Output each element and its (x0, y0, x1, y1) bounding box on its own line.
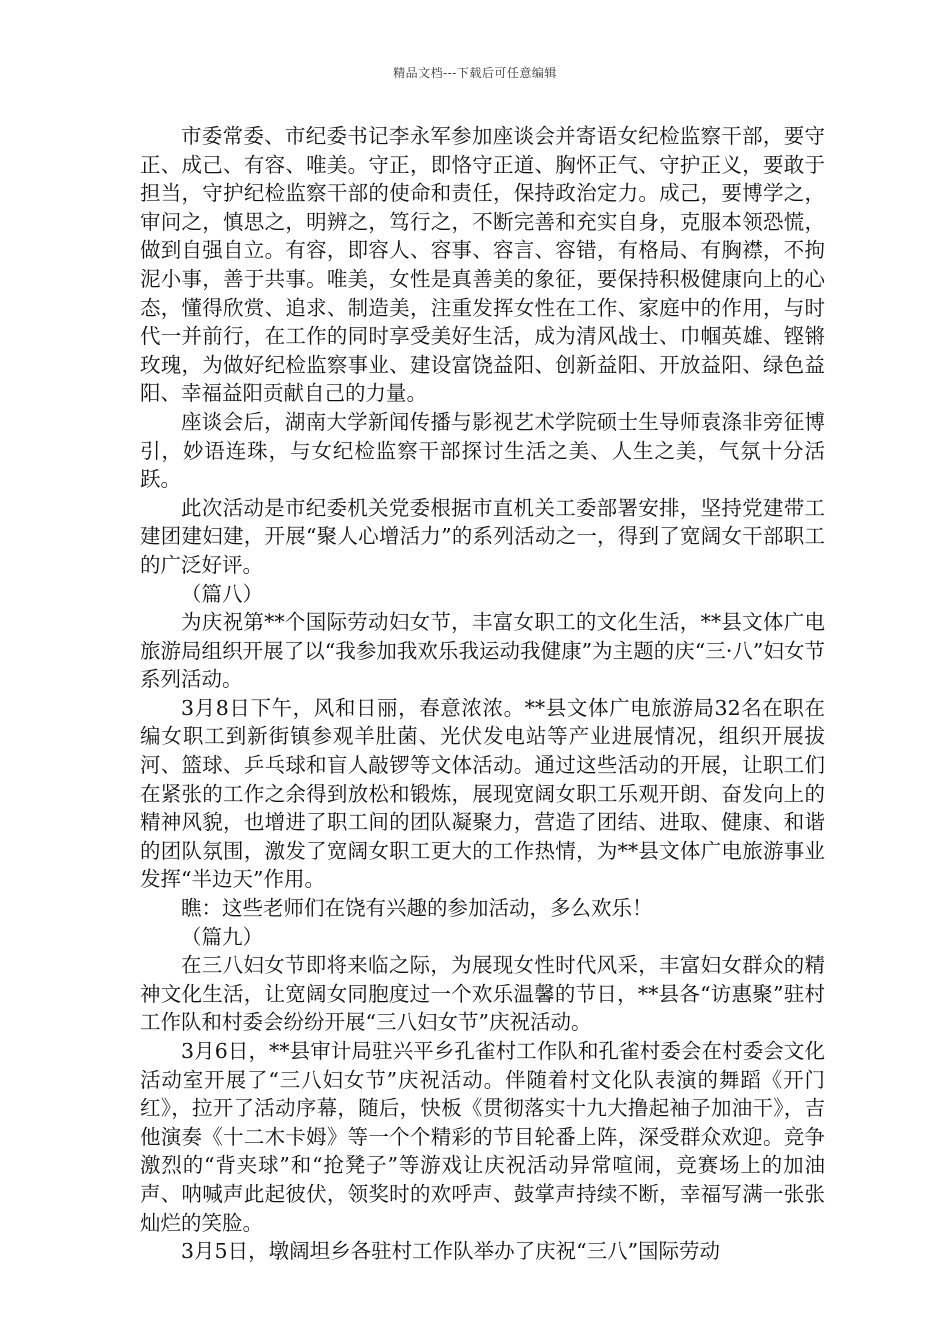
paragraph: 瞧：这些老师们在饶有兴趣的参加活动，多么欢乐！ (181, 896, 653, 921)
section-heading: （篇八） (181, 581, 263, 606)
paragraph: 3月6日，**县审计局驻兴平乡孔雀村工作队和孔雀村委会在村委会文化活动室开展了“三八妇女节”庆祝活动。伴随着村文化队表演的舞蹈《开门红》，拉开了活动序幕，随后，快板《贯彻落实十九大撸起袖子加油干》，吉他演奏《十二木卡姆》等一个个精彩的节目轮番上阵，深受群众欢迎。竞争激烈的“背夹球”和“抢凳子”等游戏让庆祝活动异常喧闹，竞赛场上的加油声、呐喊声此起彼伏，领奖时的欢呼声、鼓掌声持续不断，幸福写满一张张灿烂的笑脸。 (140, 1039, 825, 1235)
paragraph: 市委常委、市纪委书记李永军参加座谈会并寄语女纪检监察干部，要守正、成己、有容、唯美。守正，即恪守正道、胸怀正气、守护正义，要敢于担当，守护纪检监察干部的使命和责任，保持政治定力。成己，要博学之，审问之，慎思之，明辨之，笃行之，不断完善和充实自身，克服本领恐慌，做到自强自立。有容，即容人、容事、容言、容错，有格局、有胸襟，不拘泥小事，善于共事。唯美，女性是真善美的象征，要保持积极健康向上的心态，懂得欣赏、追求、制造美，注重发挥女性在工作、家庭中的作用，与时代一并前行，在工作的同时享受美好生活，成为清风战士、巾帼英雄、铿锵玫瑰，为做好纪检监察事业、建设富饶益阳、创新益阳、开放益阳、绿色益阳、幸福益阳贡献自己的力量。 (140, 124, 825, 406)
paragraph: 3月5日，墩阔坦乡各驻村工作队举办了庆祝“三八”国际劳动 (181, 1239, 721, 1264)
section-heading: （篇九） (181, 924, 263, 949)
paragraph: 3月8日下午，风和日丽，春意浓浓。**县文体广电旅游局32名在职在编女职工到新街镇参观羊肚菌、光伏发电站等产业进展情况，组织开展拔河、篮球、乒乓球和盲人敲锣等文体活动。通过这些活动的开展，让职工们在紧张的工作之余得到放松和锻炼，展现宽阔女职工乐观开朗、奋发向上的精神风貌，也增进了职工间的团队凝聚力，营造了团结、进取、健康、和谐的团队氛围，激发了宽阔女职工更大的工作热情，为**县文体广电旅游事业发挥“半边天”作用。 (140, 695, 825, 892)
paragraph: 为庆祝第**个国际劳动妇女节，丰富女职工的文化生活，**县文体广电旅游局组织开展了以“我参加我欢乐我运动我健康”为主题的庆“三·八”妇女节系列活动。 (140, 610, 825, 692)
document-body (140, 122, 825, 1266)
paragraph: 座谈会后，湖南大学新闻传播与影视艺术学院硕士生导师袁涤非旁征博引，妙语连珠，与女纪检监察干部探讨生活之美、人生之美，气氛十分活跃。 (140, 409, 825, 492)
paragraph: 此次活动是市纪委机关党委根据市直机关工委部署安排，坚持党建带工建团建妇建，开展“聚人心增活力”的系列活动之一，得到了宽阔女干部职工的广泛好评。 (140, 495, 825, 577)
paragraph: 在三八妇女节即将来临之际，为展现女性时代风采，丰富妇女群众的精神文化生活，让宽阔女同胞度过一个欢乐温馨的节日，**县各“访惠聚”驻村工作队和村委会纷纷开展“三八妇女节”庆祝活动。 (140, 953, 825, 1035)
page-header: 精品文档---下载后可任意编辑 (393, 66, 557, 80)
